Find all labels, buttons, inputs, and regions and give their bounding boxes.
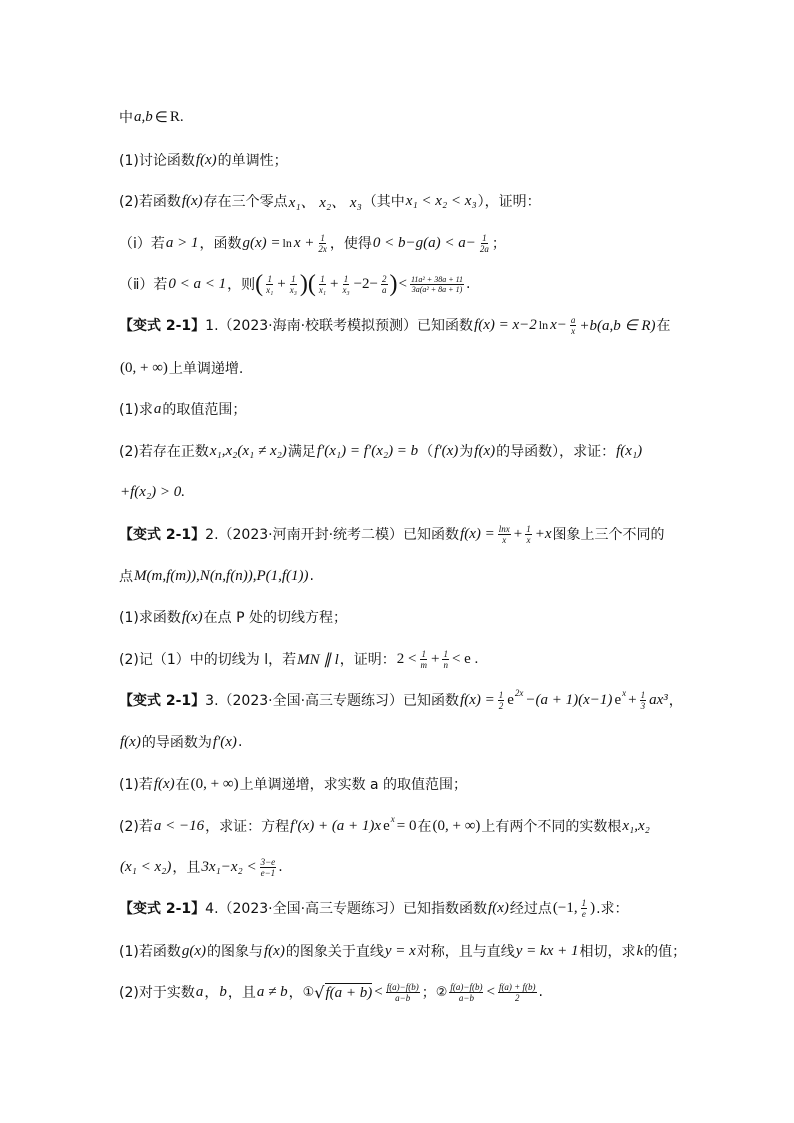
text: . (309, 568, 314, 584)
text: 1.（2023·海南·校联考模拟预测）已知函数 (205, 318, 474, 334)
paren-open: ( (255, 271, 264, 297)
fraction-denominator: x (526, 534, 531, 545)
text: （ (419, 444, 434, 460)
math-expr: f(x) (264, 942, 285, 959)
math-expr: R. (169, 108, 184, 125)
superscript: x (390, 814, 395, 824)
text: (1)求 (119, 402, 153, 418)
fraction-denominator: x₃ (342, 284, 350, 295)
text: (2)若函数 (119, 194, 181, 210)
fraction (289, 274, 298, 295)
text: ，函数 (199, 236, 242, 252)
text: 经过点 (509, 901, 552, 917)
text: 在 (656, 318, 671, 334)
math-symbol: + (430, 650, 440, 667)
fraction-numerator: 1 (267, 273, 272, 284)
fraction (479, 233, 490, 254)
fraction-denominator: 2 (514, 992, 520, 1003)
text: 在 (417, 819, 432, 835)
text: (1)若函数 (119, 944, 181, 960)
math-expr: f(x) (474, 442, 496, 459)
fraction (318, 274, 327, 295)
text: 上单调递增. (168, 361, 244, 377)
variant-label: 【变式 2-1】 (119, 693, 206, 709)
fraction-numerator: a (570, 314, 576, 325)
line-variant-2-q2 (119, 644, 479, 674)
math-expr: f(x) = x−2 (474, 316, 537, 333)
fraction-numerator: f(a)−f(b) (386, 981, 419, 992)
math-expr: 0 < b−g(a) < a− (372, 234, 476, 251)
fraction-numerator: 1 (443, 648, 448, 659)
line-variant-3-cont (119, 727, 242, 757)
variant-label: 【变式 2-1】 (119, 901, 206, 917)
math-expr: y = x (384, 942, 416, 959)
math-expr: a,b (134, 108, 153, 125)
fraction (317, 233, 328, 254)
exponential-base: e (507, 691, 514, 708)
text: (1)求函数 (119, 610, 181, 626)
superscript: x (622, 688, 627, 698)
math-expr: ax³ (649, 691, 668, 708)
text: ，且 (227, 985, 256, 1001)
paren-close: ) (299, 271, 308, 297)
text: (2)若 (119, 819, 153, 835)
fraction-denominator: m (420, 659, 427, 670)
math-expr: x− (550, 316, 567, 333)
math-expr: x + (293, 234, 315, 251)
text: 上有两个不同的实数根 (481, 819, 622, 835)
math-expr: f(x₁) (616, 442, 643, 459)
sqrt-sign: √ (314, 982, 325, 1002)
radicand: f(a + b) (325, 984, 373, 1001)
line-variant-3-q2 (119, 811, 651, 841)
math-symbol: + (277, 275, 286, 292)
fraction-numerator: 1 (291, 273, 296, 284)
text: . (538, 984, 543, 1000)
text: ， (288, 985, 303, 1001)
line-variant-3 (119, 685, 683, 715)
line-variant-1-q2 (119, 436, 643, 466)
math-expr: x₁,x₂ (622, 817, 650, 834)
exponential-base: e (383, 817, 390, 834)
text: 的导函数），求证： (496, 444, 616, 460)
text: 的图象与 (207, 944, 263, 960)
circled-number: ① (302, 984, 315, 1000)
math-expr: +x (534, 525, 552, 542)
fraction (640, 690, 647, 711)
math-expr: (−1, (552, 899, 578, 916)
line-variant-4 (119, 893, 629, 923)
math-expr: x₁、 x₂、 x₃ (288, 194, 362, 211)
math-expr: b (219, 983, 227, 1000)
text: ，求证：方程 (205, 819, 290, 835)
text: ），证明： (477, 194, 541, 210)
fraction (581, 898, 588, 919)
fraction (419, 649, 428, 670)
math-symbol: ∈ (154, 109, 168, 126)
line-variant-4-q2 (119, 977, 543, 1007)
text: (1)若 (119, 777, 153, 793)
fraction-numerator: 2 (382, 273, 387, 284)
fraction (260, 857, 277, 878)
math-expr: +b(a,b ∈ R) (579, 317, 656, 334)
math-expr: −(a + 1)(x−1) (525, 691, 613, 708)
superscript: 2x (514, 688, 524, 698)
fraction-numerator: f(a)−f(b) (450, 981, 483, 992)
fraction-denominator: 3a(a² + 8a + 1) (411, 284, 463, 294)
variant-label: 【变式 2-1】 (119, 318, 206, 334)
math-symbol: + (513, 525, 523, 542)
fraction (449, 982, 483, 1003)
math-expr: a > 1 (165, 234, 199, 251)
fraction (498, 524, 511, 545)
log-function: ln (538, 317, 549, 332)
math-expr: f′(x₁) = f′(x₂) = b (316, 442, 419, 459)
fraction-numerator: 1 (343, 273, 349, 284)
fraction (498, 982, 537, 1003)
fraction-denominator: n (443, 659, 448, 670)
fraction-numerator: 1 (482, 232, 487, 243)
line-variant-2-q1 (119, 602, 347, 632)
text: . (466, 276, 471, 292)
text: 的单调性； (217, 153, 288, 169)
text: 的取值范围； (162, 402, 247, 418)
fraction (410, 275, 464, 294)
math-expr: ) (590, 899, 596, 916)
math-expr: a (153, 400, 162, 417)
text: 满足 (287, 444, 316, 460)
text: (2)记（1）中的切线为 l，若 (119, 652, 297, 668)
line-intro (119, 102, 185, 132)
fraction (265, 274, 274, 295)
text: ，使得 (329, 236, 372, 252)
text: 为 (459, 444, 474, 460)
exponential-base: e (614, 691, 622, 708)
text: 中 (119, 110, 133, 126)
math-symbol: + (330, 275, 339, 292)
fraction-denominator: x (502, 534, 507, 545)
math-expr: g(x) (181, 942, 206, 959)
text: 4.（2023·全国·高三专题练习）已知指数函数 (205, 901, 488, 917)
math-expr: x₁ < x₂ < x₃ (405, 192, 477, 209)
log-function: ln (282, 235, 292, 250)
math-expr: f(x) (181, 192, 203, 209)
math-expr: a (195, 983, 204, 1000)
line-variant-2 (119, 519, 665, 549)
math-expr: f(x) (195, 151, 217, 168)
text: ， (668, 693, 683, 709)
math-expr: f(x) = (460, 691, 495, 708)
text: （ⅱ）若 (119, 277, 168, 293)
text: .求： (596, 901, 629, 917)
math-expr: 0 < a < 1 (168, 275, 227, 292)
paren-close: ) (389, 271, 398, 297)
math-symbol: < (398, 275, 407, 292)
line-subquestion-i (119, 228, 506, 258)
fraction-numerator: 1 (320, 273, 325, 284)
text: ，证明： (339, 652, 396, 668)
math-expr: 2 < (396, 650, 417, 667)
line-variant-1-q1 (119, 394, 246, 424)
fraction (570, 315, 577, 336)
line-variant-2-cont (119, 561, 314, 591)
math-expr: < e . (451, 650, 479, 667)
text: 相切，求 (579, 944, 636, 960)
math-expr: a ≠ b (256, 983, 288, 1000)
text: 图象上三个不同的 (552, 527, 665, 543)
fraction-denominator: x₁ (318, 284, 326, 295)
math-expr: = 0 (396, 817, 417, 834)
fraction-numerator: 1 (581, 897, 587, 908)
fraction-numerator: 1 (640, 689, 646, 700)
text: ； (421, 985, 436, 1001)
math-expr: M(m,f(m)),N(n,f(n)),P(1,f(1)) (134, 567, 309, 584)
variant-label: 【变式 2-1】 (119, 527, 206, 543)
fraction-numerator: f(a) + f(b) (498, 981, 536, 992)
math-expr: f(x) (153, 775, 175, 792)
math-expr: −2− (353, 275, 379, 292)
math-expr: f(x) (488, 899, 509, 916)
math-expr: g(x) = (242, 234, 281, 251)
fraction-denominator: x (571, 325, 576, 336)
line-variant-1-cont (119, 353, 243, 383)
fraction-denominator: a−b (458, 992, 474, 1003)
fraction (386, 982, 420, 1003)
text: (2)对于实数 (119, 985, 195, 1001)
fraction-denominator: x₁ (266, 284, 274, 295)
text: 存在三个零点 (203, 194, 288, 210)
fraction-denominator: 2a (479, 243, 489, 254)
text: 2.（2023·河南开封·统考二模）已知函数 (205, 527, 460, 543)
text: 上单调递增，求实数 a 的取值范围； (239, 777, 468, 793)
text: ； (491, 236, 506, 252)
fraction (525, 524, 532, 545)
fraction-numerator: 1 (526, 523, 531, 534)
text: 的导函数为 (141, 735, 212, 751)
fraction-denominator: a−b (395, 992, 411, 1003)
text: . (278, 859, 283, 875)
math-expr: +f(x₂) > 0. (120, 483, 186, 500)
text: 对称，且与直线 (416, 944, 515, 960)
line-variant-3-q1 (119, 769, 467, 799)
text: ， (204, 985, 219, 1001)
line-variant-1-q2-cont (119, 477, 186, 507)
fraction-denominator: x₃ (289, 284, 297, 295)
math-expr: f′(x) + (a + 1)x (290, 817, 382, 834)
math-expr: x₁,x₂(x₁ ≠ x₂) (209, 442, 287, 459)
math-symbol: < (374, 983, 383, 1000)
math-expr: k (636, 942, 644, 959)
math-symbol: + (628, 691, 637, 708)
text: （ⅰ）若 (119, 236, 165, 252)
text: (1)讨论函数 (119, 153, 195, 169)
circled-number: ② (435, 984, 448, 1000)
text: 的值； (644, 944, 687, 960)
text: 在 (175, 777, 190, 793)
fraction-numerator: 1 (320, 232, 325, 243)
line-variant-1 (119, 310, 671, 340)
text: （其中 (362, 194, 405, 210)
fraction (381, 274, 388, 295)
math-expr: f′(x) (212, 733, 237, 750)
math-expr: (0, + ∞) (120, 359, 168, 376)
text: ，则 (227, 277, 256, 293)
fraction-denominator: 3 (640, 700, 646, 711)
text: (2)若存在正数 (119, 444, 209, 460)
fraction (442, 649, 449, 670)
math-expr: MN ∥ l (297, 651, 339, 668)
math-expr: (0, + ∞) (190, 775, 239, 792)
math-expr: f(x) (120, 733, 141, 750)
paren-open: ( (307, 271, 316, 297)
text: 3.（2023·全国·高三专题练习）已知函数 (205, 693, 460, 709)
math-expr: 3x₁−x₂ < (201, 858, 257, 875)
math-expr: f(x) = (460, 525, 495, 542)
line-question-1 (119, 145, 288, 175)
fraction-denominator: a (382, 284, 387, 295)
math-expr: f(x) (181, 608, 203, 625)
text: 在点 P 处的切线方程； (203, 610, 348, 626)
text: ，且 (172, 860, 201, 876)
math-expr: f′(x) (434, 442, 459, 459)
fraction-denominator: 2 (498, 700, 504, 711)
line-subquestion-ii (119, 269, 470, 299)
line-question-2 (119, 186, 541, 216)
fraction-denominator: e−1 (260, 867, 276, 878)
math-symbol: < (486, 983, 495, 1000)
fraction-denominator: e (581, 908, 586, 919)
line-variant-4-q1 (119, 936, 686, 966)
text: 的图象关于直线 (285, 944, 384, 960)
math-expr: a < −16 (153, 817, 205, 834)
fraction-numerator: 1 (421, 648, 426, 659)
fraction-numerator: 1 (498, 689, 504, 700)
fraction (341, 274, 350, 295)
fraction-numerator: lnx (498, 523, 510, 534)
text: . (237, 734, 243, 750)
line-variant-3-q2-cont (119, 852, 283, 882)
math-expr: (0, + ∞) (432, 817, 481, 834)
fraction (498, 690, 505, 711)
text: 点 (119, 569, 133, 585)
math-expr: (x₁ < x₂) (120, 858, 172, 875)
fraction-numerator: 3−e (260, 856, 276, 867)
fraction-denominator: 2x (318, 243, 327, 254)
fraction-numerator: 11a² + 38a + 11 (410, 274, 463, 284)
math-expr: y = kx + 1 (515, 942, 579, 959)
